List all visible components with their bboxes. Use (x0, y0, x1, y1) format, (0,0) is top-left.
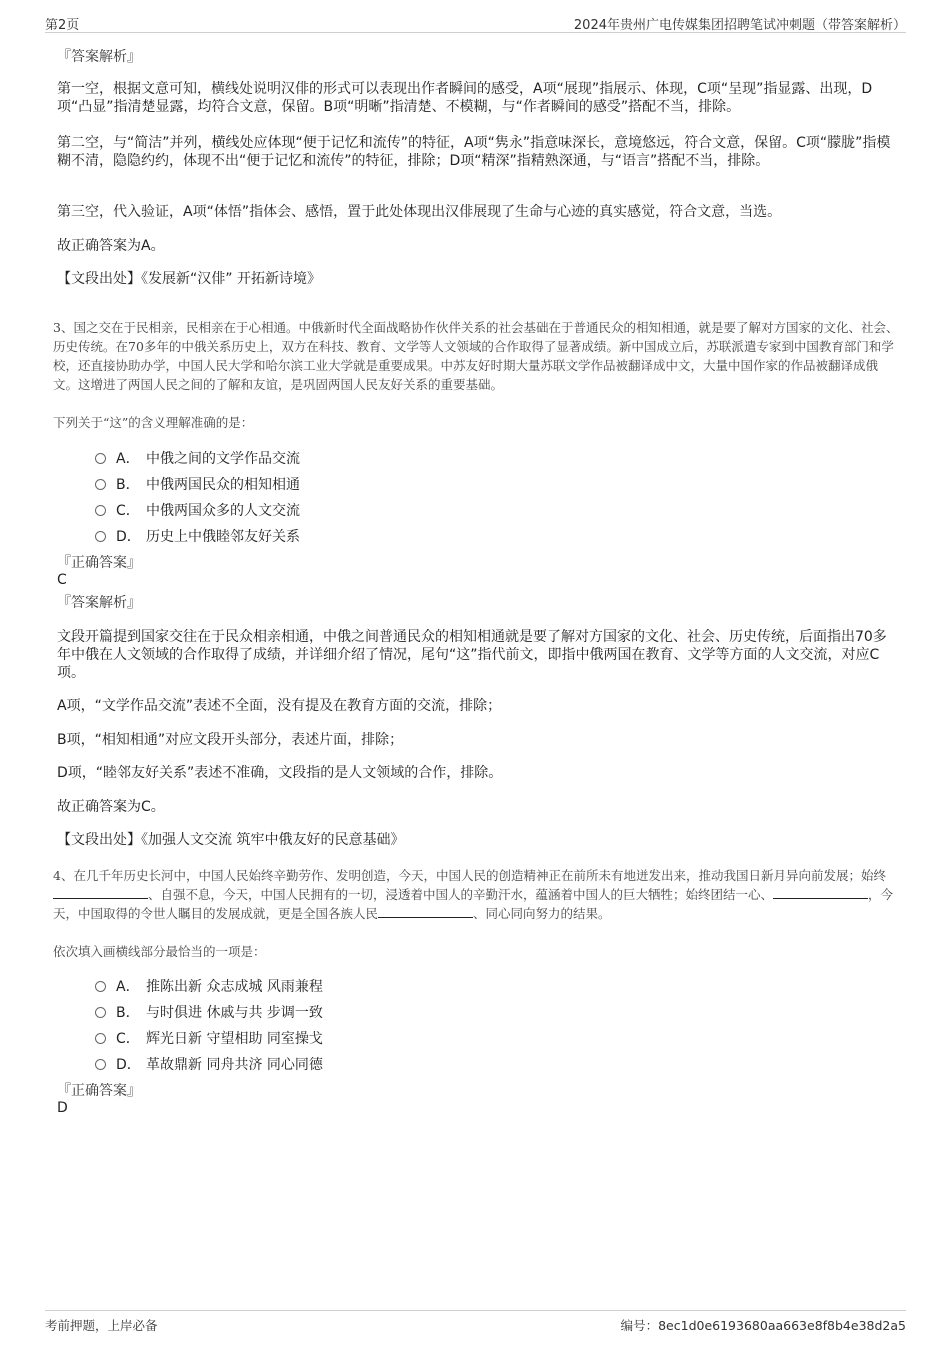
q3-analysis-p5-wrap (45, 798, 905, 816)
question-text-part: 4、在几千年历史长河中，中国人民始终辛勤劳作、发明创造，今天，中国人民的创造精神正在前所未有地迸发出来，推动我国日新月异向前发展；始终 (53, 868, 886, 883)
document-id: 编号：8ec1d0e6193680aa663e8f8b4e38d2a5 (620, 1318, 906, 1333)
q3-analysis-label-wrap (45, 594, 905, 612)
radio-button[interactable] (95, 505, 106, 516)
analysis-paragraph: B项，“相知相通”对应文段开头部分，表述片面，排除； (57, 732, 404, 748)
q3-source-wrap (45, 831, 905, 849)
question-prompt: 下列关于“这”的含义理解准确的是： (53, 415, 254, 430)
q2-analysis-p3-wrap (45, 203, 905, 221)
question-text-part: ，今天，中国取得的令世人瞩目的发展成就，更是全国各族人民 (53, 887, 894, 921)
fill-blank (53, 886, 148, 899)
analysis-conclusion: 故正确答案为C。 (57, 799, 165, 815)
option-d[interactable] (95, 526, 300, 546)
q4-ask-wrap (45, 942, 905, 960)
q2-analysis-p1-wrap (45, 80, 905, 116)
radio-button[interactable] (95, 1059, 106, 1070)
option-letter: A． (116, 451, 140, 467)
correct-answer: C (57, 572, 67, 588)
option-a[interactable] (95, 976, 323, 996)
radio-button[interactable] (95, 453, 106, 464)
radio-button[interactable] (95, 981, 106, 992)
option-c[interactable] (95, 1028, 323, 1048)
option-b[interactable] (95, 474, 300, 494)
radio-button[interactable] (95, 1033, 106, 1044)
question-text (45, 866, 905, 923)
radio-button[interactable] (95, 479, 106, 490)
analysis-paragraph: 第三空，代入验证，A项“体悟”指体会、感悟，置于此处体现出汉俳展现了生命与心迹的真实感觉，符合文意，当选。 (57, 204, 782, 220)
option-b[interactable] (95, 1002, 323, 1022)
question-text: 3、国之交在于民相亲，民相亲在于心相通。中俄新时代全面战略协作伙伴关系的社会基础在于普通民众的相知相通，就是要了解对方国家的文化、社会、历史传统。在70多年的中俄关系历史上，双方在科技、教育、文学等人文领域的合作取得了显著成绩。新中国成立后，苏联派遣专家到中国教育部门和学校，还直接协助办学，中国人民大学和哈尔滨工业大学就是重要成果。中苏友好时期大量苏联文学作品被翻译成中文，大量中国作家的作品被翻译成俄文。这增进了两国人民之间的了解和友谊，是巩固两国人民友好关系的重要基础。 (53, 320, 899, 392)
option-a[interactable] (95, 448, 300, 468)
option-letter: A． (116, 979, 140, 995)
q2-analysis (45, 48, 905, 66)
q2-analysis-p2-wrap (45, 134, 905, 170)
fill-blank (378, 905, 473, 918)
question-text-part: 、自强不息，今天，中国人民拥有的一切，浸透着中国人的辛勤汗水，蕴涵着中国人的巨大牺牲；始终团结一心、 (148, 887, 774, 902)
analysis-paragraph: 第一空，根据文意可知，横线处说明汉俳的形式可以表现出作者瞬间的感受，A项“展现”指展示、体现，C项“呈现”指显露、出现，D项“凸显”指清楚显露，均符合文意，保留。B项“明晰”指清楚、不模糊，与“作者瞬间的感受”搭配不当，排除。 (57, 81, 873, 115)
page-header (45, 12, 906, 33)
page-number: 第2页 (45, 18, 80, 33)
option-letter: B． (116, 1005, 140, 1021)
q3-analysis-p3-wrap (45, 731, 905, 749)
option-text: 历史上中俄睦邻友好关系 (146, 529, 300, 545)
analysis-paragraph: 第二空，与“简洁”并列，横线处应体现“便于记忆和流传”的特征，A项“隽永”指意味深长，意境悠远，符合文意，保留。C项“朦胧”指模糊不清，隐隐约约，体现不出“便于记忆和流传”的特征，排除；D项“精深”指精熟深通，与“语言”搭配不当，排除。 (57, 135, 891, 169)
q3-correct-wrap (45, 554, 905, 588)
analysis-paragraph: 文段开篇提到国家交往在于民众相亲相通，中俄之间普通民众的相知相通就是要了解对方国家的文化、社会、历史传统，后面指出70多年中俄在人文领域的合作取得了成绩，并详细介绍了情况，尾句“这”指代前文，即指中俄两国在教育、文学等方面的人文交流，对应C项。 (57, 629, 887, 681)
question-prompt: 依次填入画横线部分最恰当的一项是： (53, 944, 266, 959)
fill-blank (773, 886, 868, 899)
q2-analysis-p4-wrap (45, 237, 905, 255)
correct-answer-label: 『正确答案』 (57, 555, 141, 571)
q3-analysis-p4-wrap (45, 764, 905, 782)
analysis-label: 『答案解析』 (57, 595, 141, 611)
radio-button[interactable] (95, 531, 106, 542)
option-c[interactable] (95, 500, 300, 520)
option-text: 中俄两国众多的人文交流 (146, 503, 300, 519)
radio-button[interactable] (95, 1007, 106, 1018)
question-text-part: 、同心同向努力的结果。 (473, 906, 611, 921)
page-footer (45, 1310, 906, 1337)
question-4 (45, 866, 905, 923)
q3-analysis-p2-wrap (45, 697, 905, 715)
analysis-paragraph: D项，“睦邻友好关系”表述不准确，文段指的是人文领域的合作，排除。 (57, 765, 503, 781)
option-text: 中俄之间的文学作品交流 (146, 451, 300, 467)
question-3 (45, 318, 905, 394)
q3-analysis-p1-wrap (45, 628, 905, 682)
analysis-label: 『答案解析』 (57, 49, 141, 65)
q2-source-wrap (45, 270, 905, 288)
option-text: 推陈出新 众志成城 风雨兼程 (146, 979, 323, 995)
option-letter: C． (116, 503, 140, 519)
source-citation: 【文段出处】《加强人文交流 筑牢中俄友好的民意基础》 (57, 832, 405, 848)
q3-ask-wrap (45, 413, 905, 431)
option-text: 中俄两国民众的相知相通 (146, 477, 300, 493)
correct-answer-label: 『正确答案』 (57, 1083, 141, 1099)
q4-correct-wrap (45, 1082, 905, 1116)
analysis-conclusion: 故正确答案为A。 (57, 238, 165, 254)
option-text: 辉光日新 守望相助 同室操戈 (146, 1031, 323, 1047)
option-letter: D． (116, 1057, 141, 1073)
analysis-paragraph: A项，“文学作品交流”表述不全面，没有提及在教育方面的交流，排除； (57, 698, 502, 714)
document-title: 2024年贵州广电传媒集团招聘笔试冲刺题（带答案解析） (573, 18, 906, 33)
footer-slogan: 考前押题，上岸必备 (45, 1318, 158, 1333)
option-text: 与时俱进 休戚与共 步调一致 (146, 1005, 323, 1021)
source-citation: 【文段出处】《发展新“汉俳” 开拓新诗境》 (57, 271, 321, 287)
option-letter: B． (116, 477, 140, 493)
option-text: 革故鼎新 同舟共济 同心同德 (146, 1057, 323, 1073)
option-letter: D． (116, 529, 141, 545)
correct-answer: D (57, 1100, 68, 1116)
option-letter: C． (116, 1031, 140, 1047)
option-d[interactable] (95, 1054, 323, 1074)
